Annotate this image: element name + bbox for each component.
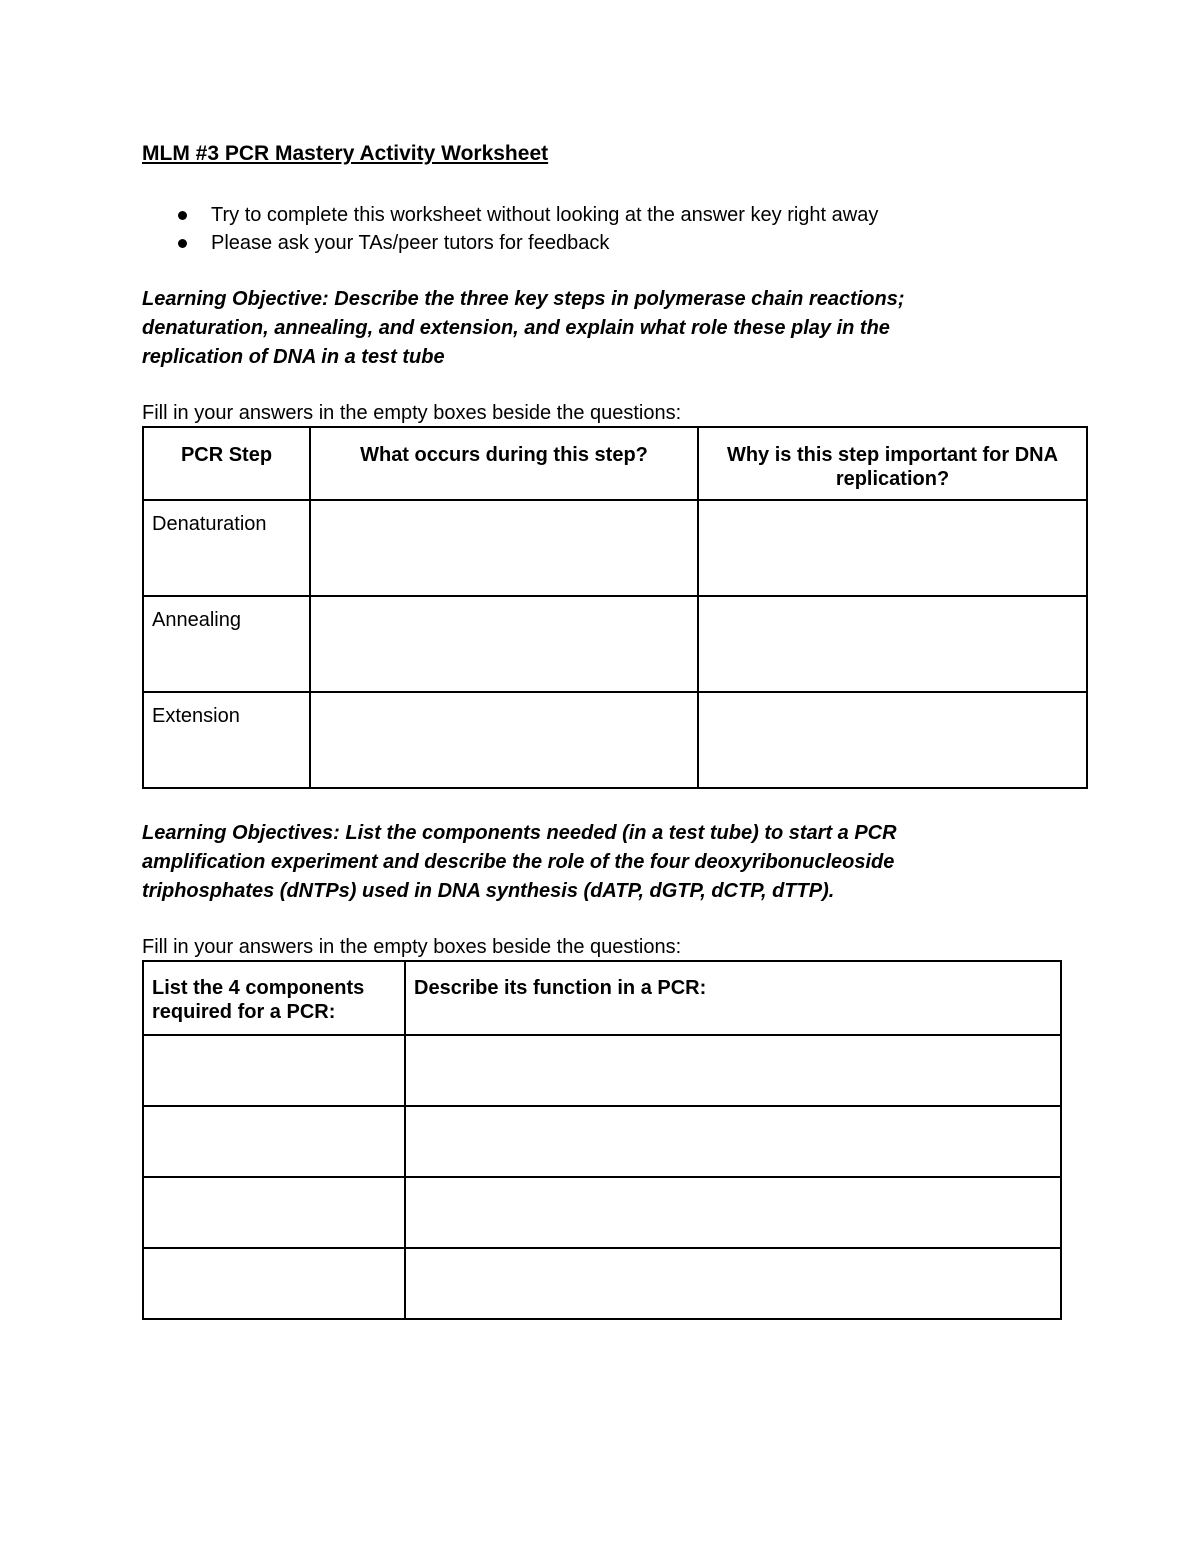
answer-cell-component[interactable] [143, 1248, 405, 1319]
objective-line: denaturation, annealing, and extension, and explain what role these play in the [142, 317, 890, 339]
objective-line: triphosphates (dNTPs) used in DNA synthesis (dATP, dGTP, dCTP, dTTP). [142, 880, 835, 902]
header-why-important: Why is this step important for DNA replication? [698, 427, 1087, 500]
table-row [143, 596, 1087, 692]
answer-cell-function[interactable] [405, 1248, 1061, 1319]
table-row [143, 1106, 1061, 1177]
answer-cell-component[interactable] [143, 1035, 405, 1106]
instruction-item [176, 201, 878, 229]
instruction-text: Please ask your TAs/peer tutors for feedback [211, 232, 610, 254]
answer-cell-why-important[interactable] [698, 596, 1087, 692]
answer-cell-what-occurs[interactable] [310, 596, 698, 692]
objective-line: amplification experiment and describe the role of the four deoxyribonucleoside [142, 851, 895, 873]
fill-instruction-1: Fill in your answers in the empty boxes beside the questions: [142, 402, 682, 424]
table-header-row [143, 961, 1061, 1035]
objective-line: Learning Objective: Describe the three key steps in polymerase chain reactions; [142, 288, 905, 310]
pcr-components-table [142, 960, 1062, 1320]
table-header-row [143, 427, 1087, 500]
fill-instruction-2: Fill in your answers in the empty boxes beside the questions: [142, 936, 682, 958]
learning-objective-1 [142, 285, 1022, 372]
objective-line: Learning Objectives: List the components needed (in a test tube) to start a PCR [142, 822, 897, 844]
bullet-icon [178, 211, 187, 220]
learning-objective-2 [142, 819, 1022, 906]
step-label-annealing: Annealing [143, 596, 310, 692]
objective-line: replication of DNA in a test tube [142, 346, 445, 368]
answer-cell-why-important[interactable] [698, 500, 1087, 596]
header-pcr-step: PCR Step [143, 427, 310, 500]
answer-cell-component[interactable] [143, 1106, 405, 1177]
answer-cell-component[interactable] [143, 1177, 405, 1248]
bullet-icon [178, 239, 187, 248]
table-row [143, 500, 1087, 596]
table-row [143, 1248, 1061, 1319]
answer-cell-function[interactable] [405, 1106, 1061, 1177]
header-function: Describe its function in a PCR: [405, 961, 1061, 1035]
instruction-list [176, 201, 878, 257]
step-label-extension: Extension [143, 692, 310, 788]
instruction-item [176, 229, 878, 257]
answer-cell-function[interactable] [405, 1177, 1061, 1248]
page-title: MLM #3 PCR Mastery Activity Worksheet [142, 142, 549, 165]
answer-cell-what-occurs[interactable] [310, 692, 698, 788]
pcr-steps-table [142, 426, 1088, 789]
header-what-occurs: What occurs during this step? [310, 427, 698, 500]
answer-cell-what-occurs[interactable] [310, 500, 698, 596]
instruction-text: Try to complete this worksheet without looking at the answer key right away [211, 204, 879, 226]
table-row [143, 1035, 1061, 1106]
answer-cell-why-important[interactable] [698, 692, 1087, 788]
step-label-denaturation: Denaturation [143, 500, 310, 596]
table-row [143, 1177, 1061, 1248]
answer-cell-function[interactable] [405, 1035, 1061, 1106]
table-row [143, 692, 1087, 788]
header-components: List the 4 components required for a PCR: [143, 961, 405, 1035]
